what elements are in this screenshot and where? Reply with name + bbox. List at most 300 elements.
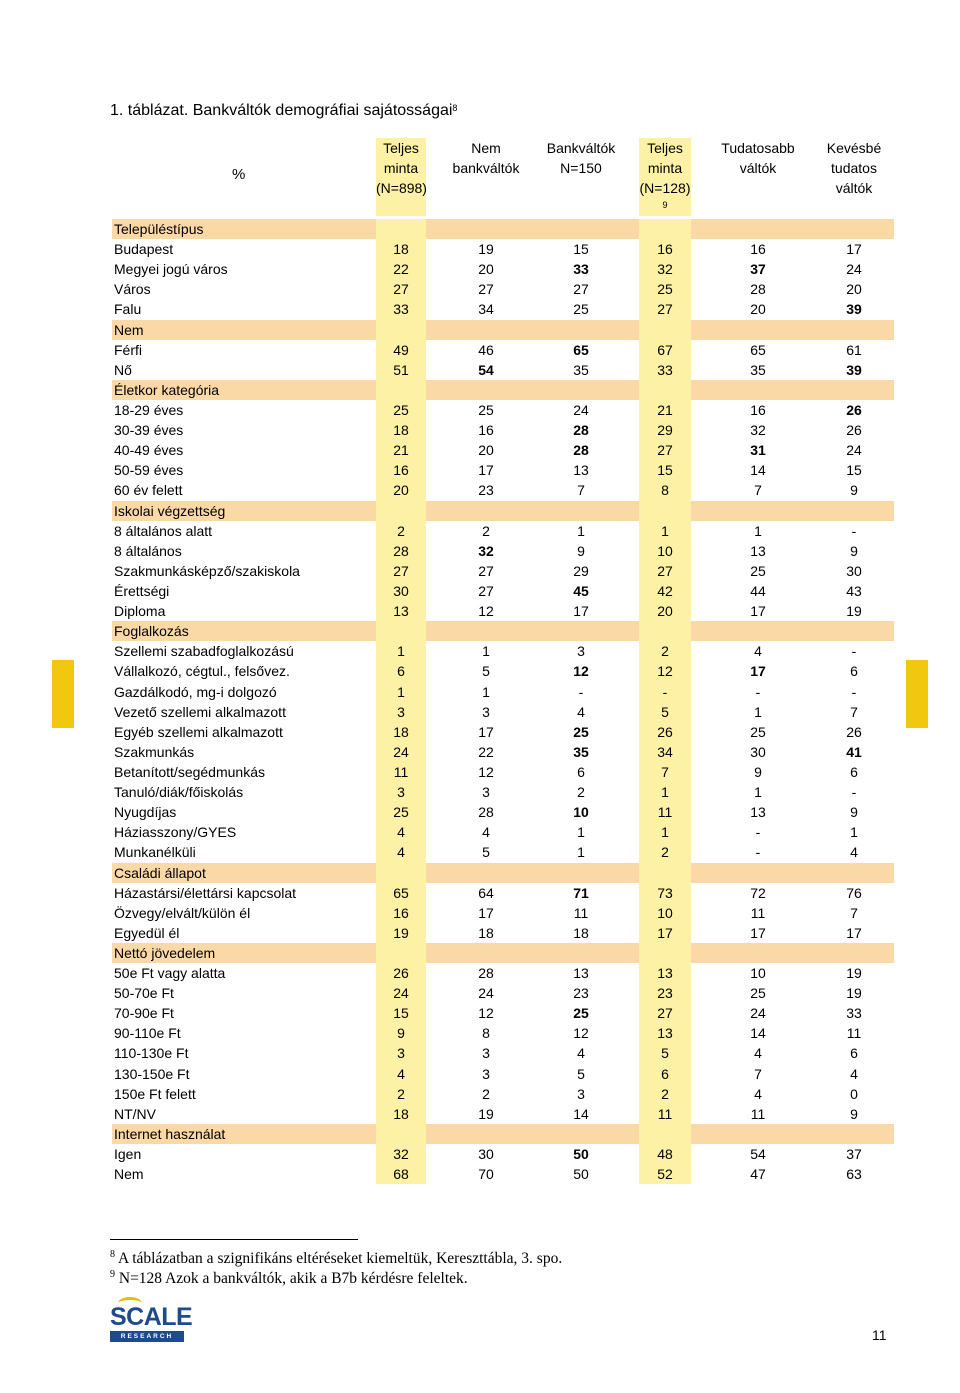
table-cell: 65 bbox=[573, 341, 589, 358]
table-cell: 20 bbox=[478, 442, 494, 459]
table-cell bbox=[376, 1124, 426, 1144]
row-label: Szakmunkásképző/szakiskola bbox=[114, 562, 300, 579]
table-row bbox=[112, 742, 894, 762]
table-cell: 71 bbox=[573, 884, 589, 901]
table-cell: - bbox=[851, 643, 857, 660]
table-cell: 18 bbox=[376, 1104, 426, 1124]
table-cell: 13 bbox=[639, 1023, 691, 1043]
table-cell: 13 bbox=[750, 804, 766, 821]
column-header-line: Nem bbox=[471, 140, 501, 156]
table-cell: 22 bbox=[478, 743, 494, 760]
table-cell: 19 bbox=[846, 603, 862, 620]
table-row bbox=[112, 1023, 894, 1043]
table-cell: 0 bbox=[850, 1085, 858, 1102]
table-cell: 42 bbox=[639, 581, 691, 601]
table-cell: 7 bbox=[639, 762, 691, 782]
column-header-3 bbox=[531, 138, 631, 178]
table-cell: 1 bbox=[639, 782, 691, 802]
left-yellow-mark bbox=[52, 660, 74, 728]
row-label: 50-59 éves bbox=[114, 462, 184, 479]
table-cell: 27 bbox=[639, 299, 691, 319]
table-cell: 9 bbox=[850, 804, 858, 821]
table-cell: 2 bbox=[376, 1084, 426, 1104]
table-cell: 76 bbox=[846, 884, 862, 901]
table-cell: 30 bbox=[750, 743, 766, 760]
table-cell: 54 bbox=[750, 1146, 766, 1163]
table-cell: 65 bbox=[376, 883, 426, 903]
table-cell: 5 bbox=[482, 663, 490, 680]
table-cell: 16 bbox=[639, 239, 691, 259]
table-row bbox=[112, 239, 894, 259]
table-cell bbox=[639, 863, 691, 883]
table-cell: 4 bbox=[577, 703, 585, 720]
column-header-5 bbox=[708, 138, 808, 178]
row-label: Város bbox=[114, 281, 151, 298]
table-cell: 14 bbox=[750, 462, 766, 479]
table-cell bbox=[639, 380, 691, 400]
table-cell: 4 bbox=[850, 844, 858, 861]
table-cell: 9 bbox=[376, 1023, 426, 1043]
table-cell: 6 bbox=[639, 1064, 691, 1084]
table-cell: 23 bbox=[573, 985, 589, 1002]
table-cell: 32 bbox=[376, 1144, 426, 1164]
table-cell: 65 bbox=[750, 341, 766, 358]
table-row bbox=[112, 1164, 894, 1184]
table-cell: - bbox=[851, 683, 857, 700]
row-label: Férfi bbox=[114, 341, 142, 358]
row-label: Egyedül él bbox=[114, 924, 180, 941]
table-cell: 33 bbox=[846, 1005, 862, 1022]
row-label: Háziasszony/GYES bbox=[114, 824, 237, 841]
section-label: Iskolai végzettség bbox=[114, 502, 226, 519]
footnote-9-number: 9 bbox=[110, 1269, 115, 1280]
column-header-4 bbox=[639, 138, 691, 216]
section-header-row bbox=[112, 219, 894, 239]
table-cell: 1 bbox=[850, 824, 858, 841]
table-cell: 24 bbox=[750, 1005, 766, 1022]
table-cell: 44 bbox=[750, 582, 766, 599]
section-label: Internet használat bbox=[114, 1125, 226, 1142]
table-cell: 49 bbox=[376, 340, 426, 360]
table-cell: 1 bbox=[376, 682, 426, 702]
row-label: Nem bbox=[114, 1166, 144, 1183]
section-header-row bbox=[112, 380, 894, 400]
table-cell: 17 bbox=[846, 241, 862, 258]
section-header-row bbox=[112, 943, 894, 963]
table-cell: 9 bbox=[577, 542, 585, 559]
table-cell: 27 bbox=[478, 281, 494, 298]
table-cell: 1 bbox=[482, 683, 490, 700]
table-cell: 32 bbox=[478, 542, 494, 559]
table-row bbox=[112, 702, 894, 722]
table-row bbox=[112, 641, 894, 661]
table-cell: 4 bbox=[754, 643, 762, 660]
row-label: Megyei jogú város bbox=[114, 261, 228, 278]
table-cell: 12 bbox=[573, 663, 589, 680]
table-cell: 35 bbox=[750, 361, 766, 378]
table-cell: 28 bbox=[573, 422, 589, 439]
table-cell: 13 bbox=[573, 462, 589, 479]
table-cell: 19 bbox=[478, 241, 494, 258]
table-cell: 70 bbox=[478, 1166, 494, 1183]
footnote-separator bbox=[110, 1239, 358, 1240]
table-cell bbox=[639, 1124, 691, 1144]
table-cell: 4 bbox=[482, 824, 490, 841]
table-cell: 18 bbox=[478, 924, 494, 941]
table-cell: 13 bbox=[376, 601, 426, 621]
footnote-8-text: A táblázatban a szignifikáns eltéréseket kiemeltük, Kereszttábla, 3. spo. bbox=[118, 1250, 563, 1268]
table-row bbox=[112, 923, 894, 943]
table-cell: - bbox=[578, 683, 584, 700]
table-cell: 8 bbox=[482, 1025, 490, 1042]
table-cell: 28 bbox=[478, 965, 494, 982]
table-cell: 12 bbox=[478, 763, 494, 780]
table-cell: 35 bbox=[573, 361, 589, 378]
table-cell: 6 bbox=[376, 661, 426, 681]
table-cell: 1 bbox=[577, 844, 585, 861]
table-cell: 25 bbox=[750, 723, 766, 740]
table-cell: 2 bbox=[376, 521, 426, 541]
table-cell: 15 bbox=[846, 462, 862, 479]
section-label: Életkor kategória bbox=[114, 381, 220, 398]
table-cell: 35 bbox=[573, 743, 589, 760]
table-cell: 26 bbox=[846, 723, 862, 740]
row-label: Tanuló/diák/főiskolás bbox=[114, 784, 244, 801]
table-cell: - bbox=[851, 784, 857, 801]
table-row bbox=[112, 279, 894, 299]
section-header-row bbox=[112, 1124, 894, 1144]
data-table bbox=[112, 219, 894, 1184]
table-cell: 1 bbox=[754, 522, 762, 539]
section-header-row bbox=[112, 621, 894, 641]
table-cell: 17 bbox=[478, 462, 494, 479]
table-cell: 64 bbox=[478, 884, 494, 901]
table-row bbox=[112, 400, 894, 420]
table-cell: 8 bbox=[639, 480, 691, 500]
table-cell: 24 bbox=[846, 442, 862, 459]
table-cell: 26 bbox=[639, 722, 691, 742]
row-label: 110-130e Ft bbox=[114, 1045, 189, 1062]
row-label: 150e Ft felett bbox=[114, 1085, 196, 1102]
column-header-2 bbox=[436, 138, 536, 178]
table-cell: 4 bbox=[376, 822, 426, 842]
table-cell: 27 bbox=[639, 561, 691, 581]
table-cell: 1 bbox=[482, 643, 490, 660]
row-label: Betanított/segédmunkás bbox=[114, 763, 265, 780]
table-cell: 21 bbox=[376, 440, 426, 460]
table-cell: 37 bbox=[846, 1146, 862, 1163]
footnote-9-text: N=128 Azok a bankváltók, akik a B7b kérdésre feleltek. bbox=[118, 1270, 468, 1288]
table-cell: 33 bbox=[573, 261, 589, 278]
table-cell: 25 bbox=[750, 985, 766, 1002]
table-cell: 4 bbox=[376, 842, 426, 862]
table-row bbox=[112, 822, 894, 842]
table-cell: 19 bbox=[846, 985, 862, 1002]
table-row bbox=[112, 420, 894, 440]
row-label: Nő bbox=[114, 361, 132, 378]
table-cell: 9 bbox=[754, 763, 762, 780]
table-row bbox=[112, 581, 894, 601]
table-cell: 11 bbox=[639, 1104, 691, 1124]
title-footnote-ref: 8 bbox=[452, 103, 458, 113]
row-label: Budapest bbox=[114, 241, 174, 258]
table-cell: 1 bbox=[754, 703, 762, 720]
table-cell: 33 bbox=[376, 299, 426, 319]
table-cell: 10 bbox=[573, 804, 589, 821]
table-row bbox=[112, 340, 894, 360]
table-cell: 3 bbox=[376, 782, 426, 802]
table-cell: 5 bbox=[639, 702, 691, 722]
table-cell: 30 bbox=[376, 581, 426, 601]
table-cell: 27 bbox=[376, 561, 426, 581]
table-cell: 1 bbox=[376, 641, 426, 661]
table-cell: 12 bbox=[478, 1005, 494, 1022]
row-label: Szakmunkás bbox=[114, 743, 195, 760]
table-cell: 20 bbox=[750, 301, 766, 318]
column-header-line: Kevésbé bbox=[826, 140, 882, 156]
table-row bbox=[112, 1084, 894, 1104]
table-cell bbox=[376, 320, 426, 340]
table-cell: 2 bbox=[482, 1085, 490, 1102]
row-label: 50e Ft vagy alatta bbox=[114, 965, 226, 982]
table-cell: 39 bbox=[846, 301, 862, 318]
table-cell: 9 bbox=[850, 542, 858, 559]
table-cell: 1 bbox=[639, 521, 691, 541]
table-cell: 20 bbox=[846, 281, 862, 298]
table-cell: 1 bbox=[754, 784, 762, 801]
table-cell: 15 bbox=[639, 460, 691, 480]
column-header-6 bbox=[804, 138, 904, 198]
section-label: Családi állapot bbox=[114, 864, 206, 881]
table-row bbox=[112, 1104, 894, 1124]
column-header-line: Teljes bbox=[647, 140, 683, 156]
page-number: 11 bbox=[872, 1327, 887, 1343]
table-cell: 16 bbox=[478, 422, 494, 439]
footnote-8 bbox=[110, 1249, 562, 1268]
row-label: 60 év felett bbox=[114, 482, 183, 499]
table-cell: 21 bbox=[639, 400, 691, 420]
table-cell: 9 bbox=[850, 482, 858, 499]
table-cell bbox=[639, 320, 691, 340]
table-cell: 7 bbox=[577, 482, 585, 499]
column-header-footnote-ref: 9 bbox=[662, 200, 668, 210]
row-label: Munkanélküli bbox=[114, 844, 196, 861]
table-cell: 16 bbox=[750, 401, 766, 418]
table-cell: 20 bbox=[376, 480, 426, 500]
table-row bbox=[112, 762, 894, 782]
table-cell: 25 bbox=[376, 802, 426, 822]
table-title bbox=[110, 102, 457, 120]
table-cell: 51 bbox=[376, 360, 426, 380]
table-cell: 2 bbox=[482, 522, 490, 539]
table-cell: 26 bbox=[376, 963, 426, 983]
table-cell: 28 bbox=[750, 281, 766, 298]
table-cell: 4 bbox=[376, 1064, 426, 1084]
table-cell: 16 bbox=[376, 903, 426, 923]
footnote-8-number: 8 bbox=[110, 1249, 115, 1260]
section-label: Foglalkozás bbox=[114, 623, 189, 640]
table-cell: 11 bbox=[750, 904, 766, 921]
table-row bbox=[112, 360, 894, 380]
row-label: Érettségi bbox=[114, 582, 170, 599]
footnote-9 bbox=[110, 1269, 468, 1288]
table-cell: 9 bbox=[850, 1105, 858, 1122]
table-row bbox=[112, 883, 894, 903]
table-cell: 52 bbox=[639, 1164, 691, 1184]
right-yellow-mark bbox=[906, 660, 928, 728]
section-header-row bbox=[112, 320, 894, 340]
row-label: Falu bbox=[114, 301, 142, 318]
column-header-line: (N=128) bbox=[639, 180, 691, 196]
table-cell: 27 bbox=[478, 582, 494, 599]
column-header-line: bankváltók bbox=[452, 160, 520, 176]
row-label: Egyéb szellemi alkalmazott bbox=[114, 723, 283, 740]
table-cell: 17 bbox=[478, 904, 494, 921]
table-cell bbox=[639, 501, 691, 521]
table-cell: 5 bbox=[639, 1043, 691, 1063]
table-cell: 24 bbox=[573, 401, 589, 418]
table-cell: 29 bbox=[639, 420, 691, 440]
table-cell: - bbox=[755, 844, 761, 861]
table-cell: 31 bbox=[750, 442, 766, 459]
table-cell: 73 bbox=[639, 883, 691, 903]
table-cell: 34 bbox=[478, 301, 494, 318]
table-cell: 17 bbox=[573, 603, 589, 620]
table-cell: 30 bbox=[478, 1146, 494, 1163]
table-cell: 3 bbox=[577, 643, 585, 660]
table-cell bbox=[376, 943, 426, 963]
table-cell: 11 bbox=[639, 802, 691, 822]
table-row bbox=[112, 299, 894, 319]
table-cell: 26 bbox=[846, 422, 862, 439]
table-row bbox=[112, 802, 894, 822]
table-row bbox=[112, 722, 894, 742]
logo-subtitle: RESEARCH bbox=[120, 1333, 174, 1340]
table-cell: 13 bbox=[750, 542, 766, 559]
table-cell: 3 bbox=[376, 702, 426, 722]
table-cell bbox=[639, 621, 691, 641]
column-header-line: tudatos bbox=[831, 160, 877, 176]
row-label: 40-49 éves bbox=[114, 442, 184, 459]
row-label: 18-29 éves bbox=[114, 401, 184, 418]
table-cell: 16 bbox=[750, 241, 766, 258]
table-cell: 5 bbox=[577, 1065, 585, 1082]
section-label: Nem bbox=[114, 321, 144, 338]
table-cell: 27 bbox=[573, 281, 589, 298]
table-cell: 27 bbox=[639, 440, 691, 460]
table-cell: 72 bbox=[750, 884, 766, 901]
table-cell: 3 bbox=[482, 1045, 490, 1062]
row-label: Házastársi/élettársi kapcsolat bbox=[114, 884, 297, 901]
table-cell: 24 bbox=[846, 261, 862, 278]
table-cell: 28 bbox=[478, 804, 494, 821]
table-cell: 1 bbox=[577, 522, 585, 539]
row-label: 8 általános alatt bbox=[114, 522, 213, 539]
table-cell: 3 bbox=[482, 703, 490, 720]
table-cell: 2 bbox=[639, 1084, 691, 1104]
column-header-line: Tudatosabb bbox=[721, 140, 795, 156]
table-cell: 25 bbox=[639, 279, 691, 299]
row-label: 30-39 éves bbox=[114, 422, 184, 439]
table-cell: 32 bbox=[639, 259, 691, 279]
table-cell: 67 bbox=[639, 340, 691, 360]
table-cell: - bbox=[755, 824, 761, 841]
table-cell: 27 bbox=[478, 562, 494, 579]
table-cell: 2 bbox=[577, 784, 585, 801]
table-cell: 11 bbox=[750, 1105, 766, 1122]
table-cell: 15 bbox=[573, 241, 589, 258]
table-cell: 24 bbox=[376, 742, 426, 762]
table-cell: 43 bbox=[846, 582, 862, 599]
table-cell: 41 bbox=[846, 743, 862, 760]
table-cell: 3 bbox=[376, 1043, 426, 1063]
table-row bbox=[112, 842, 894, 862]
table-cell: 24 bbox=[478, 985, 494, 1002]
table-cell: 30 bbox=[846, 562, 862, 579]
table-cell: 4 bbox=[577, 1045, 585, 1062]
table-cell: 63 bbox=[846, 1166, 862, 1183]
row-label: Vezető szellemi alkalmazott bbox=[114, 703, 286, 720]
row-label: Vállalkozó, cégtul., felsővez. bbox=[114, 663, 290, 680]
table-cell: 17 bbox=[639, 923, 691, 943]
row-label: Gazdálkodó, mg-i dolgozó bbox=[114, 683, 277, 700]
row-label: 90-110e Ft bbox=[114, 1025, 181, 1042]
column-header-1 bbox=[376, 138, 426, 216]
table-cell bbox=[376, 219, 426, 239]
column-header-line: minta bbox=[383, 160, 419, 176]
table-cell: 54 bbox=[478, 361, 494, 378]
table-cell: 24 bbox=[376, 983, 426, 1003]
table-row bbox=[112, 903, 894, 923]
table-cell: 13 bbox=[639, 963, 691, 983]
section-header-row bbox=[112, 501, 894, 521]
table-cell: 7 bbox=[754, 482, 762, 499]
table-cell: 25 bbox=[573, 723, 589, 740]
table-cell: 61 bbox=[846, 341, 862, 358]
table-cell: 4 bbox=[850, 1065, 858, 1082]
table-row bbox=[112, 259, 894, 279]
table-cell: 18 bbox=[376, 420, 426, 440]
table-cell: 17 bbox=[846, 924, 862, 941]
table-cell: 23 bbox=[478, 482, 494, 499]
table-cell: 15 bbox=[376, 1003, 426, 1023]
row-label: Özvegy/elvált/külön él bbox=[114, 904, 251, 921]
row-label: Diploma bbox=[114, 603, 166, 620]
row-label: Igen bbox=[114, 1146, 142, 1163]
row-label: NT/NV bbox=[114, 1105, 156, 1122]
table-cell bbox=[376, 380, 426, 400]
table-cell: 47 bbox=[750, 1166, 766, 1183]
table-cell: 10 bbox=[639, 541, 691, 561]
table-cell: 14 bbox=[573, 1105, 589, 1122]
table-cell: 32 bbox=[750, 422, 766, 439]
table-cell: 11 bbox=[573, 904, 589, 921]
table-cell: 7 bbox=[754, 1065, 762, 1082]
table-cell: 18 bbox=[376, 239, 426, 259]
table-cell: 19 bbox=[846, 965, 862, 982]
table-cell: 22 bbox=[376, 259, 426, 279]
section-label: Nettó jövedelem bbox=[114, 944, 216, 961]
table-cell: 34 bbox=[639, 742, 691, 762]
table-cell: 28 bbox=[573, 442, 589, 459]
column-header-line: minta bbox=[647, 160, 683, 176]
table-cell: 12 bbox=[478, 603, 494, 620]
table-cell: 1 bbox=[639, 822, 691, 842]
column-header-line: Bankváltók bbox=[546, 140, 616, 156]
table-title-text: 1. táblázat. Bankváltók demográfiai sajátosságai bbox=[110, 102, 453, 119]
column-header-line: Teljes bbox=[383, 140, 419, 156]
table-cell: 33 bbox=[639, 360, 691, 380]
